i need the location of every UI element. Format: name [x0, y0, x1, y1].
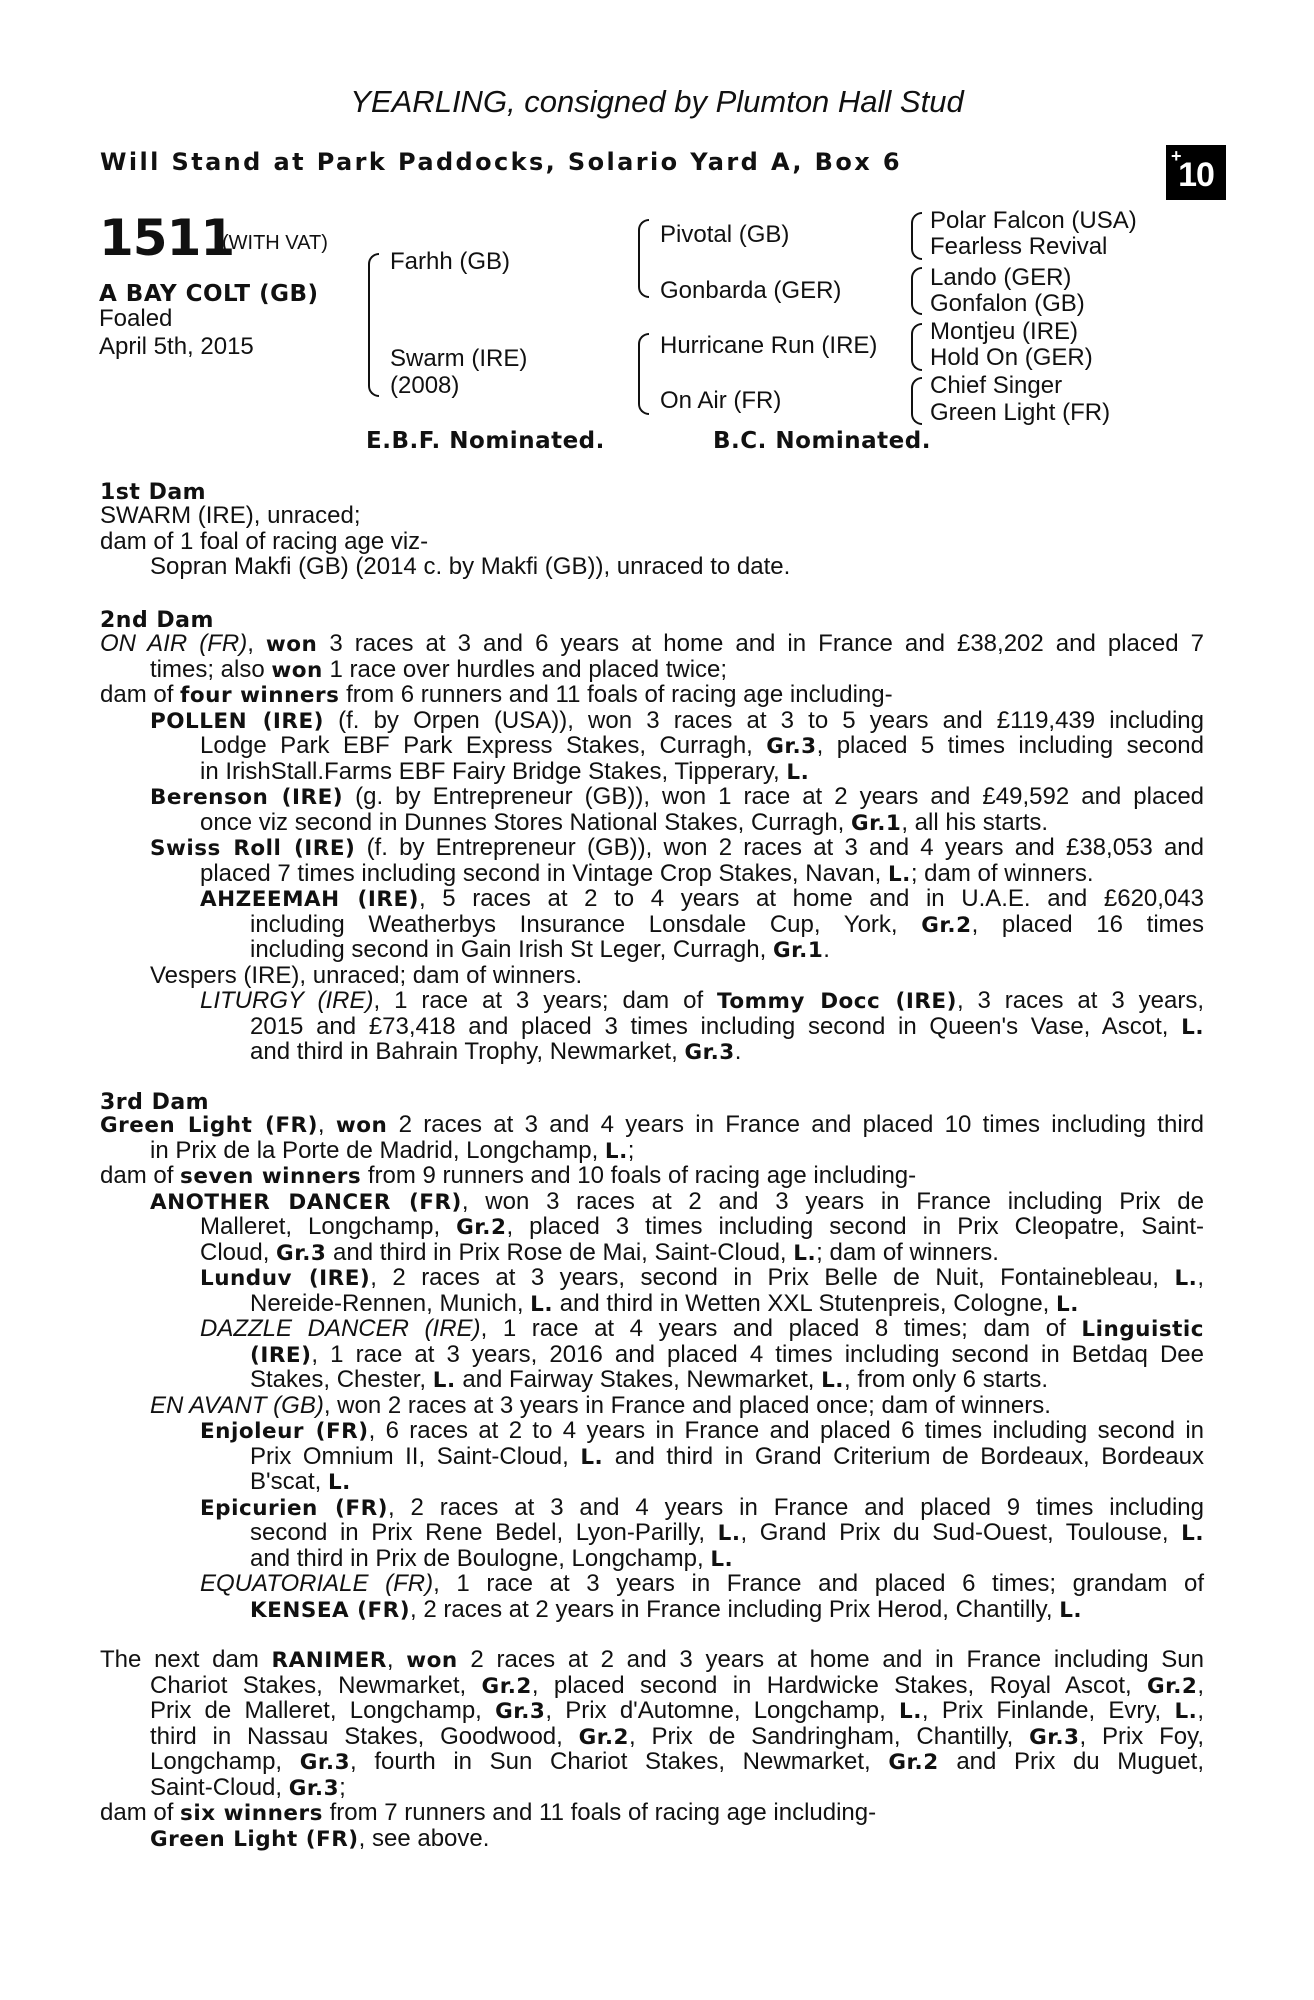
second-dam-heading: 2nd Dam	[100, 608, 214, 633]
text-line: Green Light (FR), won 2 races at 3 and 4 years in France and placed 10 times including third	[100, 1111, 1204, 1138]
lot-number: 1511	[99, 209, 235, 267]
record-text: Nereide-Rennen, Munich,	[250, 1289, 524, 1317]
ebf-nominated: E.B.F. Nominated.	[366, 428, 605, 454]
record-text: , 2 races at 2 years in France including Prix Herod, Chantilly,	[410, 1595, 1053, 1623]
grade: Gr.1	[772, 938, 824, 963]
g2: Fearless Revival	[930, 233, 1108, 260]
text-line	[150, 835, 1204, 861]
text-line	[200, 1571, 1204, 1597]
record-text: (f. by Orpen (USA)), won 3 races at 3 to 5 years and £119,439 including	[338, 706, 1204, 734]
text-line: in Prix de la Porte de Madrid, Longchamp, L.;	[150, 1136, 635, 1164]
text-line	[100, 1163, 1204, 1189]
text-line	[150, 784, 1204, 810]
grade: L.	[604, 1138, 628, 1164]
grade: L.	[887, 861, 911, 887]
grade: Gr.3	[495, 1699, 546, 1724]
record-text: , 5 races at 2 to 4 years at home and in U.A.E. and £620,043	[418, 885, 1204, 912]
record-text: Malleret, Longchamp,	[200, 1213, 441, 1240]
grade: Gr.2	[578, 1724, 629, 1750]
location-line: Will Stand at Park Paddocks, Solario Yard A, Box 6	[100, 148, 902, 176]
record-text: , see above.	[358, 1824, 490, 1852]
text-line	[100, 1469, 1204, 1495]
record-text: dam of	[100, 681, 174, 708]
consignment-line: YEARLING, consigned by Plumton Hall Stud	[350, 84, 964, 119]
record-text: , won 3 races at 2 and 3 years in France including Prix de	[461, 1187, 1204, 1215]
first-dam-line: Sopran Makfi (GB) (2014 c. by Makfi (GB)), unraced to date.	[150, 553, 791, 580]
horse-name: Epicurien (FR)	[200, 1495, 388, 1521]
winners-count: four winners	[180, 683, 340, 708]
text-line	[250, 1342, 1204, 1368]
record-text: from 9 runners and 10 foals of racing age including-	[367, 1162, 917, 1189]
horse-name: EN AVANT (GB)	[150, 1391, 324, 1419]
text-line	[200, 1214, 1204, 1240]
text-line: Chariot Stakes, Newmarket, Gr.2, placed second in Hardwicke Stakes, Royal Ascot, Gr.2,	[150, 1671, 1205, 1699]
record-text: and third in Bahrain Trophy, Newmarket,	[250, 1038, 678, 1065]
text-line	[100, 1291, 1204, 1317]
vat-note: (WITH VAT)	[222, 232, 328, 254]
record-text: , Prix Foy,	[1079, 1722, 1204, 1750]
won-label: won	[335, 1113, 388, 1138]
horse-name: DAZZLE DANCER (IRE)	[200, 1315, 481, 1342]
text-line	[150, 1724, 1204, 1750]
text-line	[250, 1444, 1204, 1470]
horse-name: LITURGY (IRE)	[200, 987, 374, 1014]
text-line	[100, 1393, 1204, 1419]
first-dam-line: SWARM (IRE), unraced;	[100, 502, 361, 529]
text-line	[200, 1418, 1204, 1444]
dam-sire: Hurricane Run (IRE)	[660, 332, 878, 359]
record-text: 3 races at 3 and 6 years at home and in France and £38,202 and placed 7	[329, 630, 1204, 657]
sire-sire: Pivotal (GB)	[660, 221, 790, 248]
record-text: , placed 5 times including second	[816, 732, 1204, 759]
record-text: Saint-Cloud,	[150, 1773, 283, 1801]
sire-dam-brace	[368, 253, 379, 397]
text-line	[100, 554, 1204, 580]
grade: L.	[1174, 1699, 1198, 1724]
record-text: , Prix Finlande, Evry,	[921, 1697, 1162, 1724]
grade: Gr.3	[1029, 1724, 1080, 1750]
won-label: won	[406, 1648, 458, 1673]
grade: L.	[1181, 1521, 1204, 1546]
sire-dam: Gonbarda (GER)	[660, 277, 842, 304]
sire-name: Farhh (GB)	[390, 248, 511, 275]
record-text: (f. by Entrepreneur (GB)), won 2 races at 3 and 4 years and £38,053 and	[366, 834, 1204, 861]
horse-name: Lunduv (IRE)	[200, 1266, 371, 1291]
horse-name: Linguistic	[1081, 1317, 1205, 1342]
grade: L.	[786, 759, 810, 785]
foaled-date: April 5th, 2015	[99, 333, 254, 360]
text-line	[100, 861, 1204, 887]
dam-year: (2008)	[390, 372, 460, 399]
record-text: in IrishStall.Farms EBF Fairy Bridge Stakes, Tipperary,	[200, 757, 780, 785]
first-dam-text	[100, 503, 1204, 580]
record-text: and third in Grand Criterium de Bordeaux, Bordeaux	[614, 1442, 1204, 1470]
text-line	[100, 1240, 1204, 1266]
record-text: , 1 race at 3 years in France and placed 6 times; grandam of	[433, 1570, 1205, 1597]
record-text: Chariot Stakes, Newmarket,	[150, 1671, 467, 1699]
text-line	[150, 708, 1204, 734]
record-text: 1 race over hurdles and placed twice;	[329, 655, 728, 683]
horse-name: Swiss Roll (IRE)	[150, 836, 356, 861]
text-line	[250, 1520, 1204, 1546]
record-text: Prix Omnium II, Saint-Cloud,	[250, 1442, 569, 1470]
badge-plus: +	[1171, 146, 1182, 166]
text-line	[100, 529, 1204, 555]
record-text: , placed 16 times	[971, 910, 1204, 938]
record-text: , 3 races at 3 years,	[956, 987, 1204, 1014]
record-text: , 2 races at 3 years, second in Prix Belle de Nuit, Fontainebleau,	[370, 1264, 1159, 1291]
grade: Gr.3	[299, 1750, 351, 1775]
record-text: Lodge Park EBF Park Express Stakes, Curragh,	[200, 732, 753, 759]
lot-page-badge	[1166, 145, 1226, 200]
won-label: won	[271, 657, 323, 683]
bc-nominated: B.C. Nominated.	[713, 428, 931, 454]
text-line	[100, 1800, 1204, 1826]
text-line	[250, 912, 1204, 938]
record-text: Cloud,	[200, 1238, 270, 1266]
record-text: , from only 6 starts.	[843, 1366, 1049, 1393]
grade: Gr.3	[288, 1775, 340, 1801]
second-dam-text	[100, 631, 1204, 1065]
text-line	[100, 1597, 1204, 1623]
text-line	[200, 1316, 1204, 1342]
record-text: and third in Wetten XXL Stutenpreis, Cologne,	[559, 1289, 1050, 1317]
g6: Hold On (GER)	[930, 344, 1093, 371]
grade: L.	[793, 1240, 817, 1266]
first-dam-heading: 1st Dam	[100, 480, 207, 505]
grade: L.	[717, 1521, 741, 1546]
record-text: , Prix d'Automne, Longchamp,	[545, 1697, 886, 1724]
grade: L.	[1059, 1597, 1083, 1623]
grade: Gr.2	[921, 912, 972, 938]
record-text: , fourth in Sun Chariot Stakes, Newmarket,	[350, 1748, 871, 1775]
record-text: and Fairway Stakes, Newmarket,	[462, 1366, 815, 1393]
grade: L.	[327, 1470, 351, 1495]
record-text: , Prix de Sandringham, Chantilly,	[628, 1722, 1014, 1750]
horse-name: Green Light (FR)	[150, 1826, 359, 1852]
record-text: , 1 race at 3 years; dam of	[373, 987, 704, 1014]
text-line	[100, 503, 1204, 529]
g7: Chief Singer	[930, 372, 1063, 399]
record-text: Vespers (IRE), unraced; dam of winners.	[150, 961, 583, 989]
grade: Gr.1	[851, 810, 902, 836]
grade: L.	[899, 1699, 922, 1724]
record-text: , all his starts.	[901, 808, 1049, 836]
record-text: from 6 runners and 11 foals of racing age including-	[346, 681, 893, 708]
third-dam-text	[100, 1112, 1204, 1622]
text-line	[200, 1495, 1204, 1521]
text-line	[200, 733, 1204, 759]
grade: L.	[1056, 1291, 1079, 1317]
g4: Gonfalon (GB)	[930, 290, 1085, 317]
g-brace-2	[911, 267, 922, 315]
third-dam-heading: 3rd Dam	[100, 1090, 210, 1115]
grade: Gr.2	[481, 1673, 532, 1699]
record-text: The next dam	[100, 1646, 259, 1673]
text-line	[100, 1826, 1204, 1852]
record-text: , Grand Prix du Sud-Ouest, Toulouse,	[740, 1519, 1169, 1546]
record-text: , placed second in Hardwicke Stakes, Royal Ascot,	[531, 1671, 1132, 1699]
g-brace-4	[911, 377, 922, 425]
grade: L.	[1174, 1266, 1198, 1291]
record-text: , won 2 races at 3 years in France and placed once; dam of winners.	[323, 1391, 1051, 1419]
grade: Gr.3	[766, 734, 817, 759]
lot-title: A BAY COLT (GB)	[99, 281, 319, 307]
record-text: 2015 and £73,418 and placed 3 times including second in Queen's Vase, Ascot,	[250, 1012, 1169, 1040]
horse-name: (IRE)	[250, 1342, 312, 1368]
horse-name: KENSEA (FR)	[250, 1597, 411, 1623]
g-brace-1	[911, 212, 922, 260]
record-text: times; also	[150, 655, 265, 683]
record-text: and third in Prix Rose de Mai, Saint-Cloud,	[333, 1238, 787, 1266]
horse-name: Berenson (IRE)	[150, 785, 344, 810]
record-text: including Weatherbys Insurance Lonsdale Cup, York,	[250, 910, 898, 938]
horse-name: Tommy Docc (IRE)	[717, 989, 957, 1014]
horse-name: Enjoleur (FR)	[200, 1419, 369, 1444]
first-dam-line: dam of 1 foal of racing age viz-	[100, 527, 429, 555]
record-text: dam of	[100, 1162, 174, 1189]
text-line	[200, 886, 1204, 912]
text-line	[200, 988, 1204, 1014]
grade: Gr.2	[456, 1215, 507, 1240]
grade: L.	[530, 1291, 554, 1317]
foaled-label: Foaled	[99, 305, 173, 332]
record-text: 2 races at 2 and 3 years at home and in France including Sun	[470, 1646, 1204, 1673]
grade: L.	[710, 1546, 734, 1572]
grade: L.	[432, 1368, 456, 1393]
record-text: B'scat,	[250, 1468, 322, 1495]
won-label: won	[265, 632, 318, 657]
text-line	[250, 1014, 1204, 1040]
text-line: Prix de Malleret, Longchamp, Gr.3, Prix d'Automne, Longchamp, L., Prix Finlande, Evry, L.,	[150, 1697, 1204, 1724]
record-text: and Prix du Muguet,	[956, 1748, 1205, 1775]
record-text: from 7 runners and 11 foals of racing age including-	[329, 1799, 877, 1826]
text-line: Lunduv (IRE), 2 races at 3 years, second in Prix Belle de Nuit, Fontainebleau, L.,	[200, 1264, 1204, 1291]
text-line: ON AIR (FR), won 3 races at 3 and 6 years at home and in France and £38,202 and placed 7	[100, 630, 1204, 657]
next-dam-text	[100, 1647, 1204, 1851]
g1: Polar Falcon (USA)	[930, 207, 1137, 234]
record-text: , 1 race at 3 years, 2016 and placed 4 times including second in Betdaq Dee	[311, 1340, 1204, 1368]
record-text: including second in Gain Irish St Leger, Curragh,	[250, 936, 767, 963]
record-text: Stakes, Chester,	[250, 1366, 427, 1393]
record-text: , 1 race at 4 years and placed 8 times; dam of	[480, 1315, 1066, 1342]
badge-number: 10	[1178, 156, 1214, 194]
record-text: placed 7 times including second in Vintage Crop Stakes, Navan,	[200, 859, 882, 887]
winners-count: seven winners	[180, 1164, 362, 1189]
record-text: , placed 3 times including second in Prix Cleopatre, Saint-	[506, 1213, 1205, 1240]
grade: L.	[580, 1444, 604, 1470]
g8: Green Light (FR)	[930, 399, 1111, 426]
g-brace-3	[911, 323, 922, 371]
horse-name: AHZEEMAH (IRE)	[200, 887, 419, 912]
record-text: and third in Prix de Boulogne, Longchamp,	[250, 1544, 704, 1572]
horse-name: RANIMER	[271, 1648, 387, 1673]
record-text: Longchamp,	[150, 1748, 283, 1775]
text-line	[100, 810, 1204, 836]
g3: Lando (GER)	[930, 264, 1072, 291]
g5: Montjeu (IRE)	[930, 318, 1079, 345]
horse-name: ON AIR (FR)	[100, 630, 248, 657]
text-line	[100, 759, 1204, 785]
text-line	[100, 1367, 1204, 1393]
text-line: and third in Bahrain Trophy, Newmarket, Gr.3.	[250, 1038, 742, 1065]
record-text: , 2 races at 3 and 4 years in France and placed 9 times including	[387, 1493, 1204, 1521]
record-text: , 6 races at 2 to 4 years in France and placed 6 times including second in	[368, 1417, 1204, 1444]
record-text: third in Nassau Stakes, Goodwood,	[150, 1722, 563, 1750]
record-text: in Prix de la Porte de Madrid, Longchamp,	[150, 1136, 599, 1164]
record-text: once viz second in Dunnes Stores National Stakes, Curragh,	[200, 808, 845, 836]
text-line	[100, 963, 1204, 989]
horse-name: EQUATORIALE (FR)	[200, 1570, 434, 1597]
text-line	[150, 1749, 1204, 1775]
text-line	[150, 1189, 1204, 1215]
horse-name: POLLEN (IRE)	[150, 708, 324, 734]
grade: Gr.3	[276, 1240, 327, 1266]
text-line	[100, 657, 1204, 683]
text-line	[100, 1546, 1204, 1572]
horse-name: ANOTHER DANCER (FR)	[150, 1189, 462, 1215]
text-line: including second in Gain Irish St Leger, Curragh, Gr.1.	[250, 936, 830, 963]
record-text: (g. by Entrepreneur (GB)), won 1 race at 2 years and £49,592 and placed	[355, 783, 1205, 810]
sire-line-brace	[638, 219, 649, 298]
horse-name: Green Light (FR)	[100, 1113, 318, 1138]
record-text: 2 races at 3 and 4 years in France and placed 10 times including third	[398, 1111, 1204, 1138]
record-text: second in Prix Rene Bedel, Lyon-Parilly,	[250, 1519, 706, 1546]
record-text: Prix de Malleret, Longchamp,	[150, 1697, 482, 1724]
record-text: ; dam of winners.	[910, 859, 1094, 887]
grade: Gr.2	[1147, 1673, 1198, 1699]
grade: L.	[1181, 1014, 1204, 1040]
text-line: The next dam RANIMER, won 2 races at 2 and 3 years at home and in France including Sun	[100, 1646, 1204, 1673]
grade: Gr.3	[684, 1040, 735, 1065]
grade: Gr.2	[888, 1750, 939, 1775]
text-line	[100, 682, 1204, 708]
grade: L.	[821, 1368, 844, 1393]
record-text: dam of	[100, 1799, 174, 1826]
dam-dam: On Air (FR)	[660, 387, 782, 414]
dam-name: Swarm (IRE)	[390, 345, 528, 372]
record-text: ; dam of winners.	[816, 1238, 999, 1266]
dam-line-brace	[638, 333, 649, 415]
text-line: Saint-Cloud, Gr.3;	[150, 1773, 346, 1801]
winners-count: six winners	[180, 1801, 323, 1826]
